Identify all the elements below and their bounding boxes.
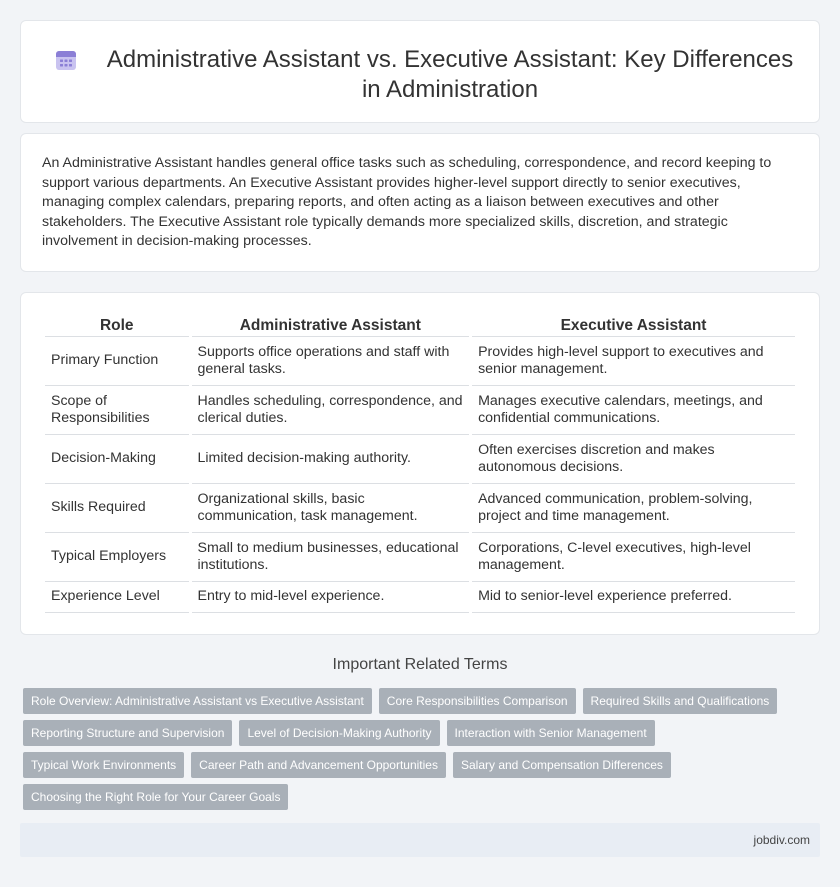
table-row [45,435,795,484]
related-term-tag[interactable]: Interaction with Senior Management [447,720,655,746]
calendar-icon [54,48,78,72]
table-row [45,582,795,613]
exec-cell: Provides high-level support to executives and senior management. [472,337,795,386]
table-row [45,386,795,435]
exec-cell: Often exercises discretion and makes autonomous decisions. [472,435,795,484]
admin-cell: Limited decision-making authority. [192,435,470,484]
row-label: Skills Required [45,484,189,533]
column-header-role: Role [45,316,189,337]
row-label: Typical Employers [45,533,189,582]
intro-paragraph: An Administrative Assistant handles general office tasks such as scheduling, correspondence, and record keeping to support various departments. An Executive Assistant provides higher-level support directly to senior executives, managing complex calendars, preparing reports, and often acting as a liaison between executives and other stakeholders. The Executive Assistant role typically demands more specialized skills, discretion, and strategic involvement in decision-making processes. [42,155,772,250]
admin-cell: Organizational skills, basic communication, task management. [192,484,470,533]
column-header-administrative-assistant: Administrative Assistant [192,316,470,337]
exec-cell: Mid to senior-level experience preferred. [472,582,795,613]
table-row [45,484,795,533]
related-terms-title: Important Related Terms [332,656,508,673]
related-term-tag[interactable]: Typical Work Environments [23,752,184,778]
admin-cell: Small to medium businesses, educational institutions. [192,533,470,582]
admin-cell: Handles scheduling, correspondence, and clerical duties. [192,386,470,435]
related-term-tag[interactable]: Salary and Compensation Differences [453,752,671,778]
admin-cell: Supports office operations and staff with general tasks. [192,337,470,386]
comparison-table-card [20,292,820,635]
related-term-tag[interactable]: Choosing the Right Role for Your Career Goals [23,784,288,810]
column-header-executive-assistant: Executive Assistant [472,316,795,337]
exec-cell: Advanced communication, problem-solving, project and time management. [472,484,795,533]
related-term-tag[interactable]: Career Path and Advancement Opportunities [191,752,446,778]
related-terms-list [23,688,783,816]
table-row [45,337,795,386]
intro-card [20,133,820,272]
related-term-tag[interactable]: Core Responsibilities Comparison [379,688,576,714]
row-label: Experience Level [45,582,189,613]
related-term-tag[interactable]: Level of Decision-Making Authority [239,720,439,746]
row-label: Primary Function [45,337,189,386]
row-label: Scope of Responsibilities [45,386,189,435]
footer [20,823,820,857]
footer-site-link[interactable]: jobdiv.com [753,833,810,847]
table-row [45,533,795,582]
admin-cell: Entry to mid-level experience. [192,582,470,613]
header-card [20,20,820,123]
exec-cell: Manages executive calendars, meetings, and confidential communications. [472,386,795,435]
table-header-row [45,316,795,337]
related-term-tag[interactable]: Role Overview: Administrative Assistant vs Executive Assistant [23,688,372,714]
related-term-tag[interactable]: Reporting Structure and Supervision [23,720,232,746]
comparison-table [42,316,798,613]
exec-cell: Corporations, C-level executives, high-level management. [472,533,795,582]
related-term-tag[interactable]: Required Skills and Qualifications [583,688,778,714]
row-label: Decision-Making [45,435,189,484]
page-title: Administrative Assistant vs. Executive Assistant: Key Differences in Administration [106,46,794,103]
